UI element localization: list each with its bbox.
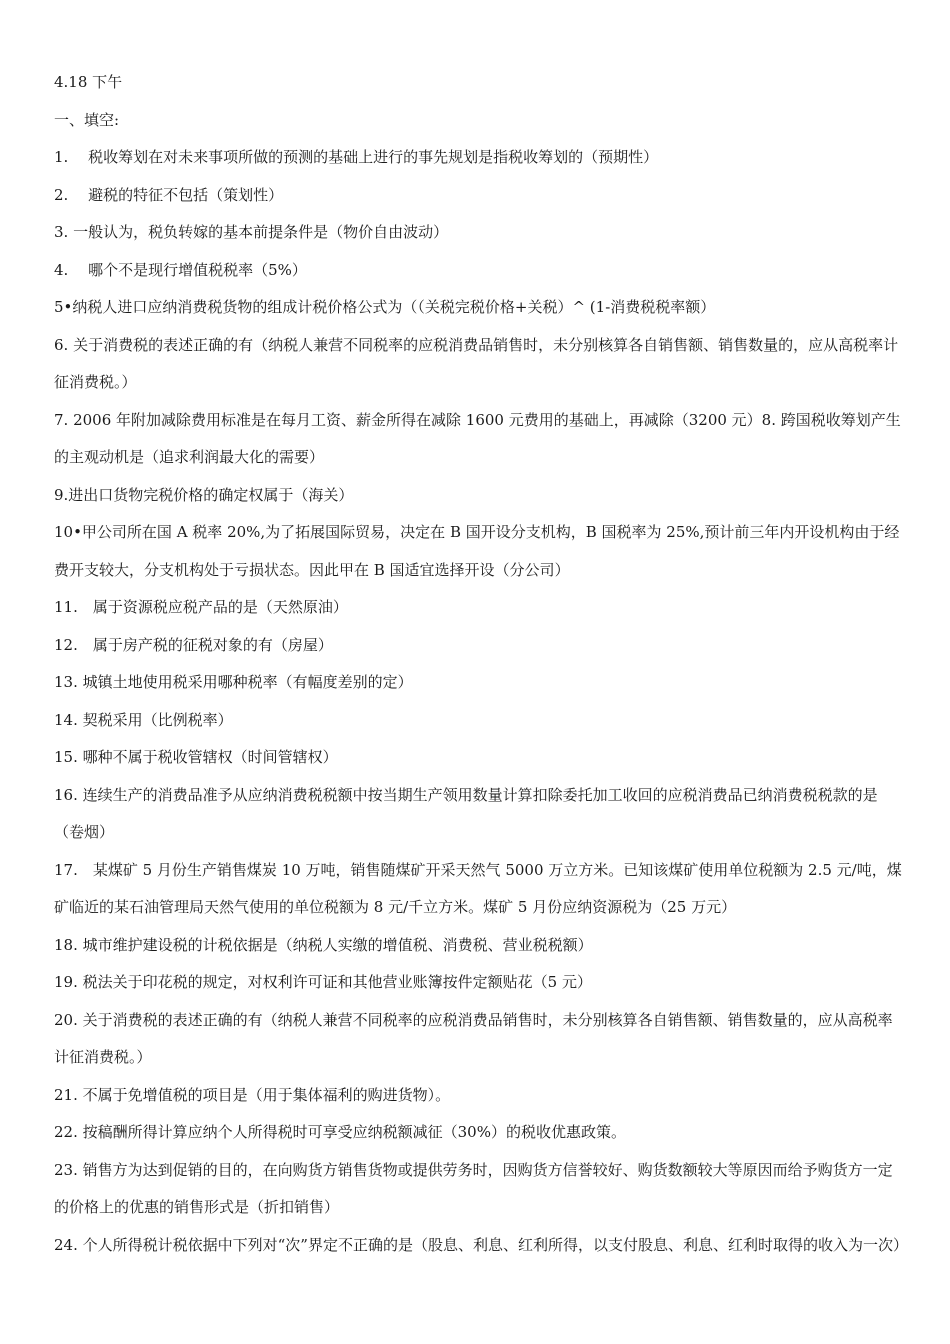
question-item-18: 18. 城市维护建设税的计税依据是（纳税人实缴的增值税、消费税、营业税税额） <box>54 935 593 954</box>
question-item-5: 5•纳税人进口应纳消费税货物的组成计税价格公式为（（关税完税价格+关税）^ (1-消费税税率额） <box>54 298 716 316</box>
question-item-21: 21. 不属于免增值税的项目是（用于集体福利的购进货物）。 <box>54 1085 451 1104</box>
question-item-2: 2. 避税的特征不包括（策划性） <box>54 185 284 204</box>
question-item-17: 17. 某煤矿 5 月份生产销售煤炭 10 万吨，销售随煤矿开采天然气 5000 万立方米。已知该煤矿使用单位税额为 2.5 元/吨，煤矿临近的某石油管理局天然气使用的单位税额为 8 元/千立方米。煤矿 5 月份应纳资源税为（25 万元） <box>54 860 902 916</box>
question-item-16: 16. 连续生产的消费品准予从应纳消费税税额中按当期生产领用数量计算扣除委托加工收回的应税消费品已纳消费税税款的是（卷烟） <box>54 785 878 841</box>
question-item-15: 15. 哪种不属于税收管辖权（时间管辖权） <box>54 748 338 766</box>
question-item-3: 3. 一般认为，税负转嫁的基本前提条件是（物价自由波动） <box>54 223 449 241</box>
question-item-11: 11. 属于资源税应税产品的是（天然原油） <box>54 598 348 616</box>
question-item-23: 23. 销售方为达到促销的目的，在向购货方销售货物或提供劳务时，因购货方信誉较好、购货数额较大等原因而给予购货方一定的价格上的优惠的销售形式是（折扣销售） <box>54 1160 893 1216</box>
question-item-13: 13. 城镇土地使用税采用哪种税率（有幅度差别的定） <box>54 673 413 691</box>
question-item-9: 9.进出口货物完税价格的确定权属于（海关） <box>54 485 354 504</box>
question-item-4: 4. 哪个不是现行增值税税率（5%） <box>54 260 307 279</box>
question-item-7-8: 7. 2006 年附加减除费用标准是在每月工资、薪金所得在减除 1600 元费用的基础上，再减除（3200 元）8. 跨国税收筹划产生的主观动机是（追求利润最大化的需要） <box>54 410 901 466</box>
question-item-1: 1. 税收筹划在对未来事项所做的预测的基础上进行的事先规划是指税收筹划的（预期性） <box>54 148 659 166</box>
question-item-6: 6. 关于消费税的表述正确的有（纳税人兼营不同税率的应税消费品销售时，未分别核算各自销售额、销售数量的，应从高税率计征消费税。） <box>54 335 899 391</box>
document-page <box>54 64 908 1264</box>
question-item-12: 12. 属于房产税的征税对象的有（房屋） <box>54 635 333 654</box>
question-item-19: 19. 税法关于印花税的规定，对权利许可证和其他营业账簿按件定额贴花（5 元） <box>54 973 592 991</box>
question-item-20: 20. 关于消费税的表述正确的有（纳税人兼营不同税率的应税消费品销售时，未分别核算各自销售额、销售数量的，应从高税率计征消费税。） <box>54 1010 893 1066</box>
section-title: 一、填空: <box>54 110 120 129</box>
document-header: 4.18 下午 <box>54 73 123 91</box>
question-list <box>54 139 908 1264</box>
question-item-22: 22. 按稿酬所得计算应纳个人所得税时可享受应纳税额减征（30%）的税收优惠政策。 <box>54 1123 626 1141</box>
question-item-24: 24. 个人所得税计税依据中下列对“次”界定不正确的是（股息、利息、红利所得，以支付股息、利息、红利时取得的收入为一次） <box>54 1235 908 1254</box>
question-item-10: 10•甲公司所在国 A 税率 20%,为了拓展国际贸易，决定在 B 国开设分支机构，B 国税率为 25%,预计前三年内开设机构由于经费开支较大，分支机构处于亏损状态。因此甲在 B 国适宜选择开设（分公司） <box>54 523 900 579</box>
question-item-14: 14. 契税采用（比例税率） <box>54 710 233 729</box>
